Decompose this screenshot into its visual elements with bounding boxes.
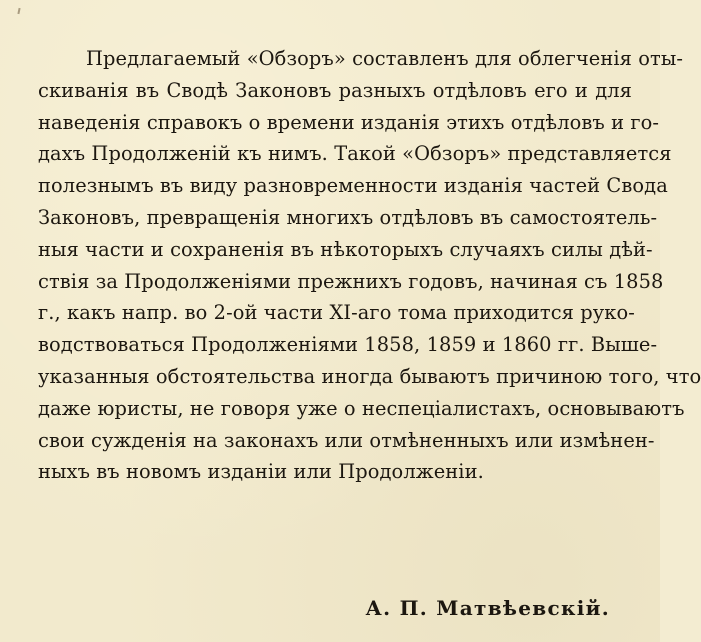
paragraph-line: г., какъ напр. во 2-ой части XI-аго тома приходится руко-	[38, 301, 635, 325]
ink-mark	[17, 8, 20, 14]
paragraph-line: водствоваться Продолженіями 1858, 1859 и 1860 гг. Выше-	[38, 333, 658, 357]
author-signature: А. П. Матвѣевскій.	[365, 596, 610, 620]
paragraph-line-last: ныхъ въ новомъ изданіи или Продолженіи.	[38, 460, 484, 484]
paragraph-line: Предлагаемый «Обзоръ» составленъ для облегченія оты-	[86, 47, 684, 70]
body-paragraph	[38, 43, 701, 488]
paragraph-line: свои сужденія на законахъ или отмѣненныхъ или измѣнен-	[38, 428, 655, 452]
paragraph-line: скиванія въ Сводѣ Законовъ разныхъ отдѣловъ его и для	[38, 78, 632, 102]
paragraph-line: дахъ Продолженій къ нимъ. Такой «Обзоръ» представляется	[38, 142, 672, 166]
paragraph-line: полезнымъ въ виду разновременности изданія частей Свода	[38, 174, 668, 198]
paragraph-line: указанныя обстоятельства иногда бываютъ причиною того, что	[38, 364, 701, 388]
paragraph-line: наведенія справокъ о времени изданія этихъ отдѣловъ и го-	[38, 110, 660, 134]
paragraph-line: Законовъ, превращенія многихъ отдѣловъ въ самостоятель-	[38, 205, 658, 229]
paragraph-line: ствія за Продолженіями прежнихъ годовъ, начиная съ 1858	[38, 269, 664, 293]
paragraph-line: ныя части и сохраненія въ нѣкоторыхъ случаяхъ силы дѣй-	[38, 237, 653, 261]
paragraph-line: даже юристы, не говоря уже о неспеціалистахъ, основываютъ	[38, 396, 685, 420]
